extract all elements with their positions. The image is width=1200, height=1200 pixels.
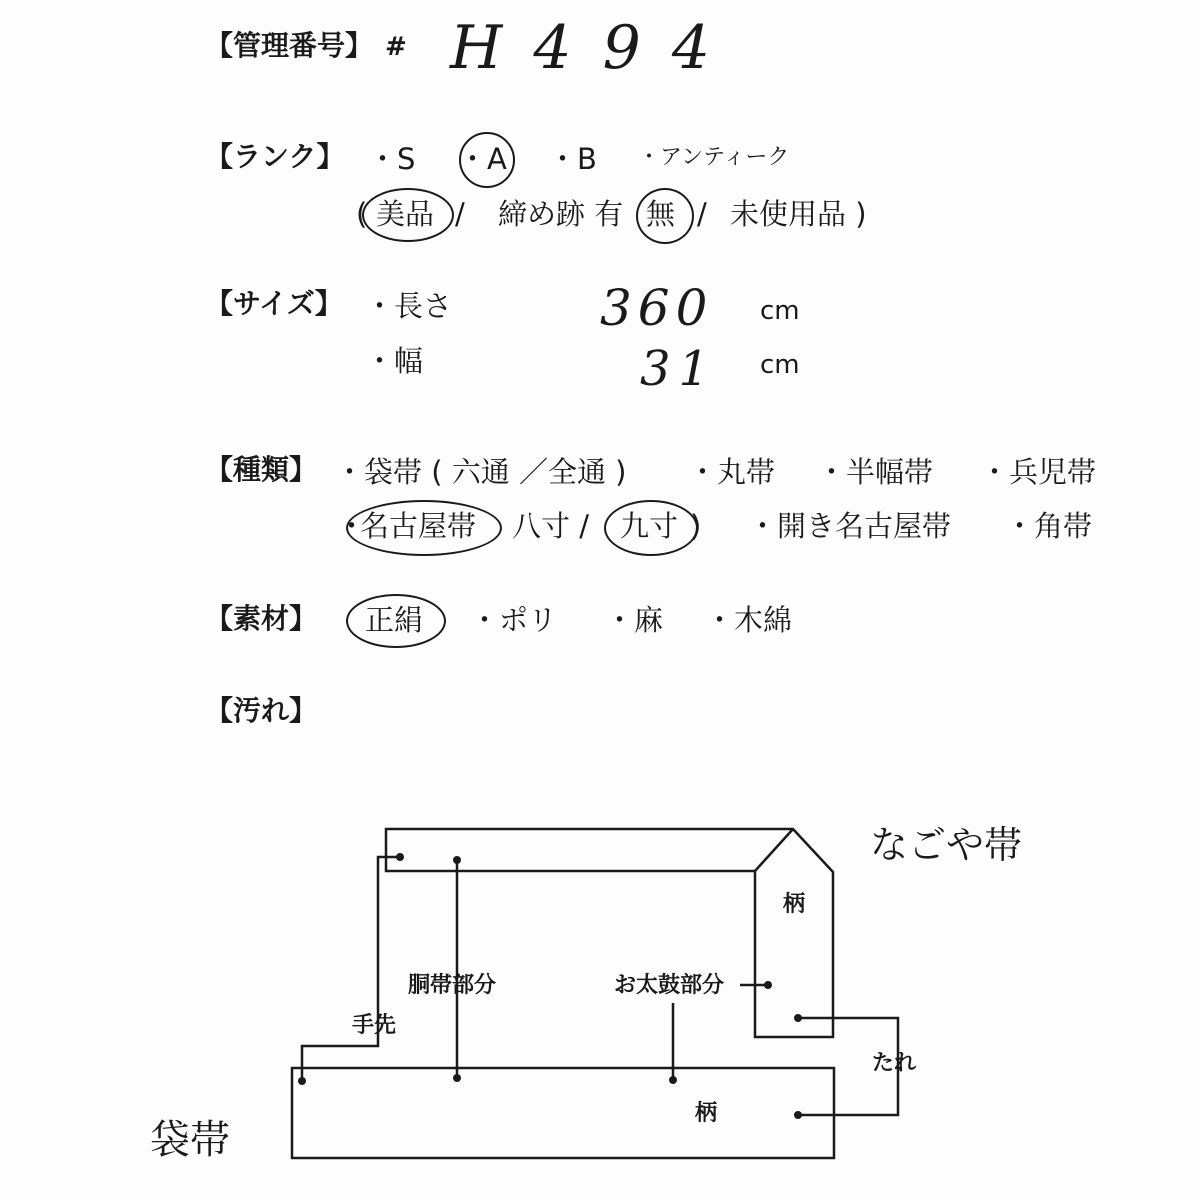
rank-nashi: 無 bbox=[646, 197, 676, 231]
size-label: 【サイズ】 bbox=[205, 287, 343, 320]
otaiko-top-dot bbox=[764, 981, 772, 989]
nagoya-obi-fold-line bbox=[755, 829, 793, 871]
size-width-value: 31 bbox=[640, 341, 718, 397]
rank-option-s: ・S bbox=[368, 142, 416, 176]
rank-slash-2: / bbox=[697, 197, 707, 231]
tare-label: たれ bbox=[872, 1051, 917, 1076]
size-length-unit: cm bbox=[760, 296, 800, 326]
fukuro-title: 袋帯 bbox=[150, 1117, 230, 1163]
otaiko-bottom-dot bbox=[669, 1076, 677, 1084]
rank-beauty: 美品 bbox=[376, 197, 435, 231]
type-kyusun: 九寸 bbox=[620, 509, 679, 543]
rank-label: 【ランク】 bbox=[205, 140, 345, 173]
tesaki-top-dot bbox=[396, 853, 404, 861]
rank-slash-1: / bbox=[455, 197, 465, 231]
type-heko: ・兵児帯 bbox=[980, 455, 1097, 489]
material-label: 【素材】 bbox=[205, 602, 318, 635]
rank-option-antique: ・アンティーク bbox=[638, 145, 790, 170]
type-kaku: ・角帯 bbox=[1005, 509, 1093, 543]
dobu-top-dot bbox=[453, 856, 461, 864]
rank-unused: 未使用品 ) bbox=[730, 197, 867, 231]
tesaki-label: 手先 bbox=[352, 1013, 397, 1038]
tesaki-bottom-dot bbox=[298, 1077, 306, 1085]
material-poly: ・ポリ bbox=[470, 603, 558, 637]
type-maru: ・丸帯 bbox=[688, 455, 776, 489]
material-silk: 正絹 bbox=[365, 603, 424, 637]
size-length-value: 360 bbox=[600, 279, 714, 337]
size-length-label: ・長さ bbox=[365, 289, 453, 323]
type-row2-close: ) bbox=[690, 509, 702, 543]
pattern-label-bottom: 柄 bbox=[695, 1101, 718, 1126]
pattern-label-top: 柄 bbox=[783, 892, 806, 917]
rank-shimeato: 締め跡 有 bbox=[498, 197, 624, 231]
otaiko-label: お太鼓部分 bbox=[614, 973, 725, 998]
rank-option-a: ・A bbox=[458, 142, 507, 176]
management-hash: # bbox=[385, 32, 407, 62]
tare-top-dot bbox=[794, 1014, 802, 1022]
dobu-bottom-dot bbox=[453, 1074, 461, 1082]
rank-paren-open: ( bbox=[356, 197, 368, 231]
type-nagoya: 名古屋帯 bbox=[360, 509, 477, 543]
size-width-unit: cm bbox=[760, 350, 800, 380]
management-number: H 4 9 4 bbox=[450, 13, 717, 83]
type-label: 【種類】 bbox=[205, 453, 318, 486]
nagoya-title: なごや帯 bbox=[870, 823, 1023, 867]
size-width-label: ・幅 bbox=[365, 344, 424, 378]
rank-option-b: ・B bbox=[548, 142, 597, 176]
type-row2-bullet: ・ bbox=[337, 509, 367, 543]
management-label: 【管理番号】 bbox=[205, 29, 374, 62]
type-hiraki-nagoya: ・開き名古屋帯 bbox=[748, 509, 952, 543]
type-hassun: 八寸 / bbox=[512, 509, 589, 543]
fukuro-obi-outline bbox=[292, 1068, 834, 1158]
stain-label: 【汚れ】 bbox=[205, 694, 318, 727]
type-fukuro: ・袋帯 ( 六通 ／全通 ) bbox=[335, 455, 627, 489]
tare-bottom-dot bbox=[794, 1111, 802, 1119]
material-asa: ・麻 bbox=[605, 603, 664, 637]
dobu-label: 胴帯部分 bbox=[408, 973, 497, 998]
type-hanhaba: ・半幅帯 bbox=[817, 455, 934, 489]
tesaki-leader bbox=[302, 857, 400, 1081]
material-momen: ・木綿 bbox=[705, 603, 793, 637]
